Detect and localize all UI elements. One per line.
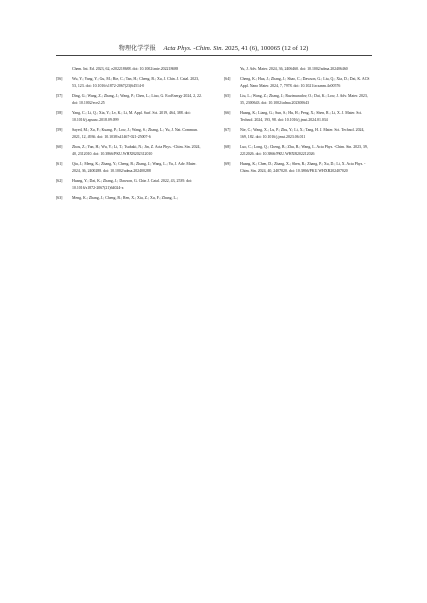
reference-number: [58]: [56, 110, 63, 115]
running-header: [0, 43, 427, 52]
references-left-column: [56, 66, 204, 204]
reference-text: Huang, Y.; Dai, K.; Zhang, J.; Dawson, G. Chin J. Catal. 2022, 43, 2539. doi: 10.1016/s1872-2067(21)64024-x: [72, 178, 193, 190]
reference-entry: [56, 161, 204, 176]
reference-number: [56]: [56, 76, 63, 81]
reference-entry: [56, 178, 204, 193]
references-right-column: [224, 66, 372, 178]
reference-text: Ding, G.; Wang, Z.; Zhang, J.; Wang, P.; Chen, L.; Liao, G. EcoEnergy 2024, 2, 22. doi: 10.1002/ece2.25: [72, 93, 202, 105]
reference-text: Luo, C.; Long, Q.; Cheng, B.; Zhu, B.; Wang, L. Acta Phys. -Chim. Sin. 2023, 39, 2212026. doi: 10.3866/PKU.WHXB202212026: [240, 144, 368, 156]
journal-name-cn: 物理化学学报: [118, 45, 156, 52]
reference-text: Sayed, M.; Xu, F.; Kuang, P.; Low, J.; Wang, S.; Zhang, L.; Yu, J. Nat. Commun. 2021, 12, 4936. doi: 10.1038/s41467-021-25007-6: [72, 127, 198, 139]
reference-number: [62]: [56, 178, 63, 183]
reference-entry: [224, 93, 372, 108]
reference-text: Cheng, K.; Hua, J.; Zhang, J.; Shao, C.; Dawson, G.; Liu, Q.; Xia, D.; Dai, K. ACS Appl. Nano Mater. 2024, 7, 7978. doi: 10.1021/acsanm.4c00576: [240, 76, 370, 88]
reference-number: [63]: [56, 195, 63, 200]
reference-entry: [56, 144, 204, 159]
reference-number: [67]: [224, 127, 231, 132]
reference-entry: [224, 144, 372, 159]
reference-entry: [224, 66, 372, 73]
reference-number: [69]: [224, 161, 231, 166]
journal-name-en: Acta Phys. -Chim. Sin.: [163, 45, 224, 52]
reference-entry: [224, 127, 372, 142]
header-rule: [56, 55, 372, 56]
reference-text: Qiu, J.; Meng, K.; Zhang, Y.; Cheng, B.; Zhang, J.; Wang, L.; Yu, J. Adv. Mater. 2024, 36, 2400288. doi: 10.1002/adma.202400288: [72, 161, 197, 173]
reference-text: Zhou, Z.; Yan, H.; Wu, Y.; Li, T.; Tsubaki, N.; Jin, Z. Acta Phys. -Chim. Sin. 2024, 40, 2312010. doi: 10.3866/PKU.WHXB202312010: [72, 144, 201, 156]
reference-text: Chem. Int. Ed. 2023, 62, e202218688. doi: 10.1002/anie.202218688: [72, 67, 179, 71]
reference-number: [60]: [56, 144, 63, 149]
reference-text: Meng, K.; Zhang, J.; Cheng, B.; Ren, X.; Xia, Z.; Xu, F.; Zhang, L.;: [72, 195, 178, 200]
reference-number: [68]: [224, 144, 231, 149]
issue-info: 2025, 41 (6), 100065 (12 of 12): [224, 45, 309, 52]
reference-number: [61]: [56, 161, 63, 166]
reference-entry: [56, 76, 204, 91]
reference-entry: [56, 110, 204, 125]
reference-text: Wu, Y.; Yang, Y.; Gu, M.; Bie, C.; Tan, H.; Cheng, B.; Xu, J. Chin. J. Catal. 2023, 53, 123. doi: 10.1016/s1872-2067(23)64514-0: [72, 76, 200, 88]
reference-text: Liu, L.; Wang, Z.; Zhang, J.; Ruzimuradov, O.; Dai, K.; Low, J. Adv. Mater. 2023, 35, 2300643. doi: 10.1002/adma.202300643: [240, 93, 368, 105]
reference-entry: [224, 76, 372, 91]
reference-entry: [56, 93, 204, 108]
reference-number: [59]: [56, 127, 63, 132]
reference-text: Huang, K.; Liang, G.; Sun, S.; Hu, H.; Peng, X.; Shen, R.; Li, X. J. Mater. Sci. Technol. 2024, 193, 98. doi: 10.1016/j.jmst.2024.01.034: [240, 110, 363, 122]
reference-entry: [56, 127, 204, 142]
reference-text: Nie, C.; Wang, X.; Lu, P.; Zhu, Y.; Li, X.; Tang, H. J. Mater. Sci. Technol. 2024, 169, 182. doi: 10.1016/j.jmst.2023.06.011: [240, 127, 365, 139]
reference-entry: [56, 195, 204, 202]
reference-number: [65]: [224, 93, 231, 98]
reference-entry: [56, 66, 204, 73]
reference-text: Huang, K.; Chen, D.; Zhang, X.; Shen, R.; Zhang, P.; Xu, D.; Li, X. Acta Phys. -Chim. Sin. 2024, 40, 2407020. doi: 10.3866/PKU.WHXB202407020: [240, 161, 366, 173]
reference-entry: [224, 161, 372, 176]
reference-number: [57]: [56, 93, 63, 98]
reference-number: [66]: [224, 110, 231, 115]
reference-number: [64]: [224, 76, 231, 81]
reference-text: Yang, C.; Li, Q.; Xia, Y.; Lv, K.; Li, M. Appl. Surf. Sci. 2019, 464, 388. doi: 10.1016/j.apsusc.2018.09.099: [72, 110, 191, 122]
reference-entry: [224, 110, 372, 125]
reference-text: Yu, J. Adv. Mater. 2024, 36, 2406460. doi: 10.1002/adma.202406460: [240, 67, 348, 71]
